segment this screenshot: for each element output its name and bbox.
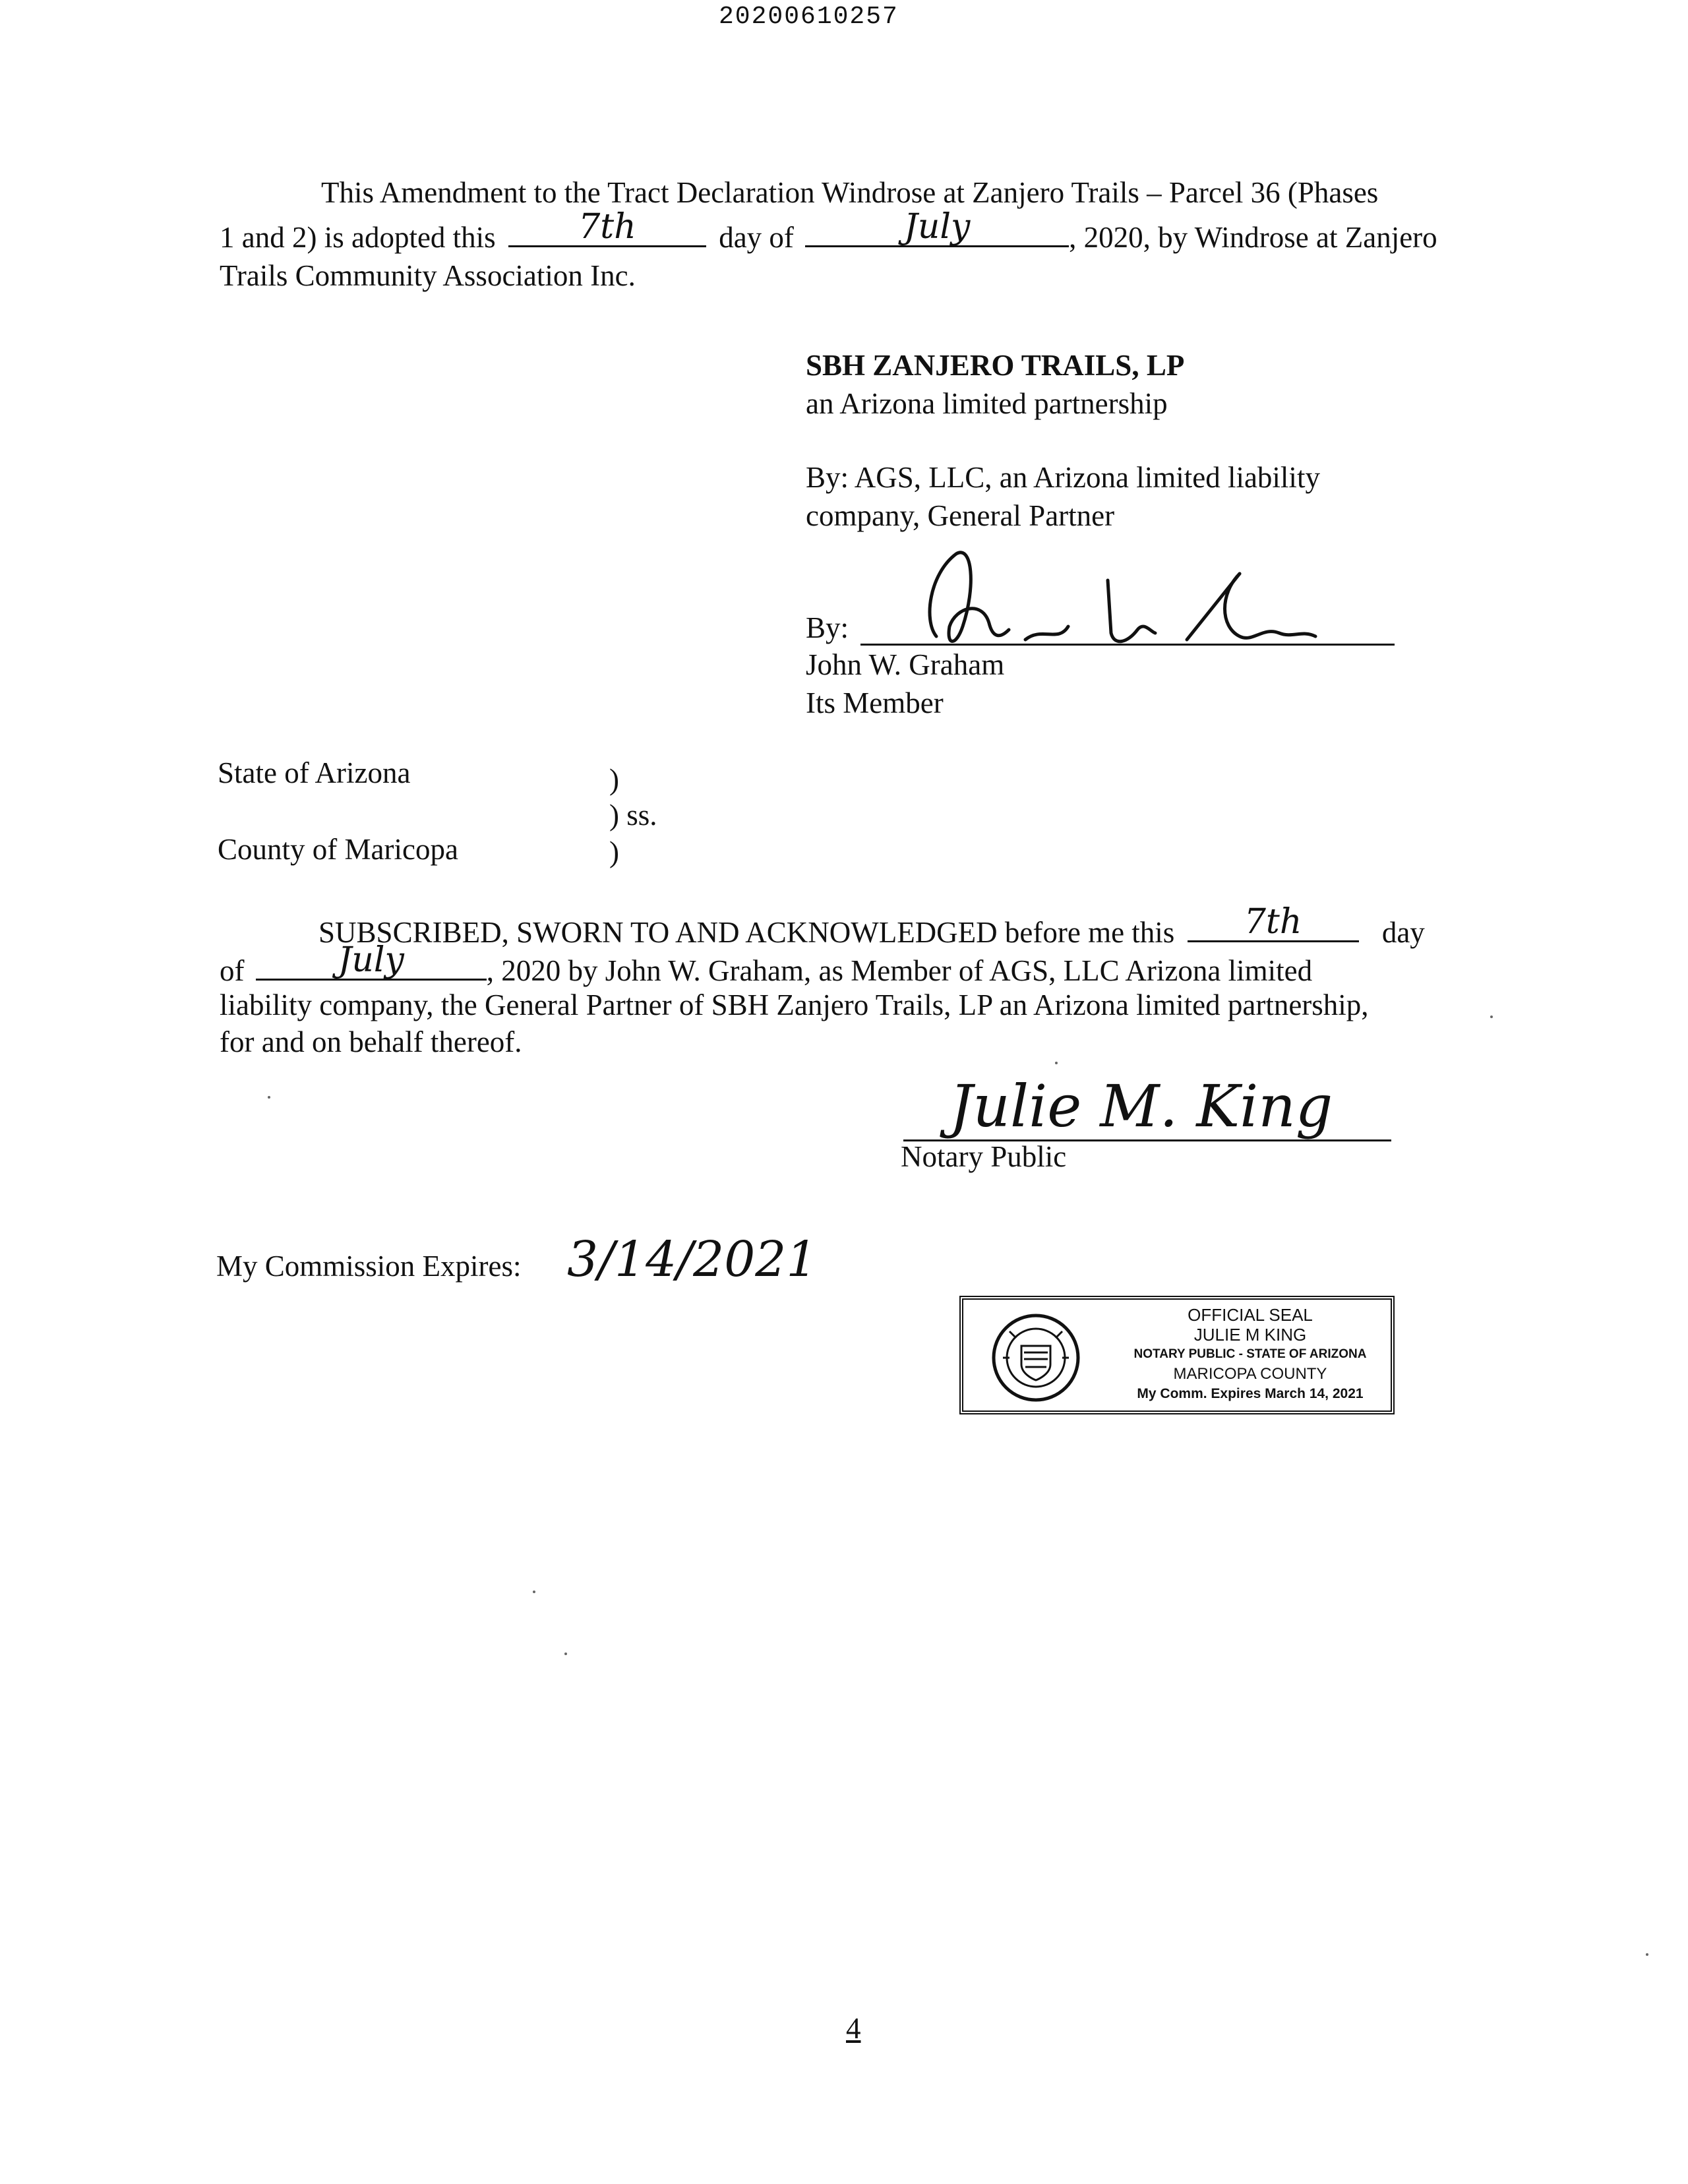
acknowledgment-line-2 [220, 940, 1313, 989]
amendment-line-3: Trails Community Association Inc. [220, 259, 636, 292]
venue-ss: ) ss. [609, 799, 657, 832]
adopted-month-handwriting: July [904, 207, 971, 247]
acknowledgment-line-2-suffix: , 2020 by John W. Graham, as Member of AGS, LLC Arizona limited [486, 954, 1313, 987]
acknowledgment-line-1-day: day [1381, 916, 1425, 949]
acknowledgment-line-1 [318, 902, 1425, 951]
commission-label: My Commission Expires: [216, 1250, 522, 1283]
seal-line-name: JULIE M KING [1193, 1325, 1307, 1345]
general-partner-line-1: By: AGS, LLC, an Arizona limited liability [806, 461, 1320, 494]
notary-signature: Julie M. King [950, 1072, 1333, 1140]
official-seal-stamp [959, 1296, 1395, 1414]
venue-state: State of Arizona [218, 756, 411, 789]
seal-line-official: OFFICIAL SEAL [1188, 1305, 1313, 1325]
acknowledgment-line-4: for and on behalf thereof. [220, 1025, 522, 1058]
acknowledgment-line-2-of: of [220, 954, 245, 987]
seal-text-block [1118, 1305, 1382, 1404]
venue-paren-3: ) [609, 835, 619, 868]
ack-month-field [256, 940, 487, 981]
signature-by-label: By: [806, 611, 849, 644]
acknowledgment-line-1-prefix: SUBSCRIBED, SWORN TO AND ACKNOWLEDGED before me this [318, 916, 1175, 949]
amendment-line-2 [220, 207, 1437, 256]
general-partner-line-2: company, General Partner [806, 499, 1115, 532]
entity-type: an Arizona limited partnership [806, 387, 1168, 420]
ack-day-field [1188, 902, 1359, 942]
amendment-line-2-prefix: 1 and 2) is adopted this [220, 221, 496, 254]
commission-date-handwriting: 3/14/2021 [567, 1231, 818, 1288]
notary-public-label: Notary Public [901, 1140, 1067, 1173]
graham-signature [910, 547, 1319, 659]
adopted-day-field [508, 207, 706, 247]
state-seal-emblem [983, 1312, 1089, 1404]
amendment-line-2-day-of: day of [719, 221, 794, 254]
seal-line-notary: NOTARY PUBLIC - STATE OF ARIZONA [1133, 1347, 1367, 1361]
acknowledgment-line-3: liability company, the General Partner of SBH Zanjero Trails, LP an Arizona limited partnership, [220, 988, 1369, 1021]
amendment-line-1: This Amendment to the Tract Declaration Windrose at Zanjero Trails – Parcel 36 (Phases [321, 176, 1379, 209]
venue-county: County of Maricopa [218, 833, 458, 866]
ack-day-handwriting: 7th [1244, 902, 1302, 942]
recording-number: 20200610257 [719, 3, 899, 31]
scan-speck [1490, 1016, 1493, 1018]
adopted-month-field [805, 207, 1069, 247]
scan-speck [564, 1653, 567, 1655]
scan-speck [1646, 1953, 1648, 1956]
scan-speck [1055, 1062, 1058, 1064]
seal-line-expires: My Comm. Expires March 14, 2021 [1137, 1386, 1364, 1401]
venue-paren-1: ) [609, 763, 619, 796]
scan-speck [533, 1591, 535, 1593]
adopted-day-handwriting: 7th [578, 207, 636, 247]
seal-line-county: MARICOPA COUNTY [1173, 1365, 1327, 1383]
amendment-line-2-suffix: , 2020, by Windrose at Zanjero [1069, 221, 1437, 254]
signer-title: Its Member [806, 686, 944, 719]
ack-month-handwriting: July [338, 940, 404, 980]
entity-name: SBH ZANJERO TRAILS, LP [806, 349, 1185, 382]
signer-name: John W. Graham [806, 648, 1005, 681]
scan-speck [268, 1096, 270, 1099]
page-number: 4 [846, 2012, 861, 2045]
